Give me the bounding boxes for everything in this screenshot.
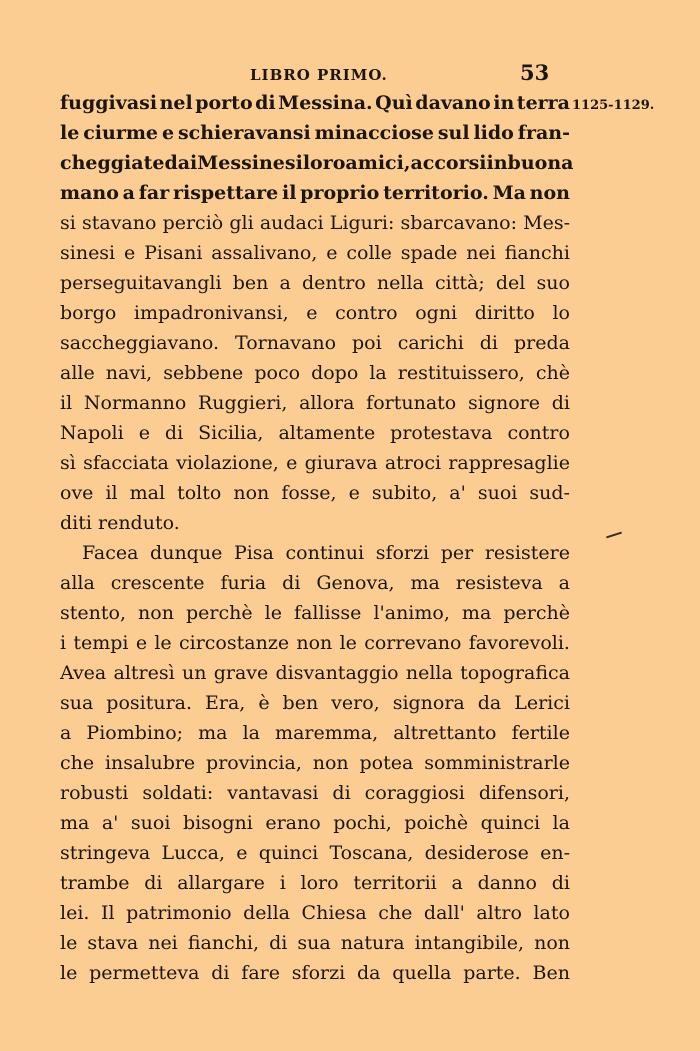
word: Lucca, xyxy=(161,842,226,864)
word: le xyxy=(339,632,357,654)
text-line xyxy=(60,508,570,538)
word: a xyxy=(122,182,135,204)
word: atroci xyxy=(384,452,442,474)
word: subito, xyxy=(371,482,438,504)
word: di xyxy=(551,392,570,414)
word: nella xyxy=(376,272,424,294)
word: resistere xyxy=(484,542,570,564)
text-line xyxy=(60,328,570,358)
word: un xyxy=(181,662,207,684)
word: disvantaggio xyxy=(275,662,399,684)
word: poichè xyxy=(404,812,469,834)
word: diti renduto. xyxy=(60,512,180,534)
text-line xyxy=(60,298,570,328)
word: fare xyxy=(241,962,280,984)
word: stringeva xyxy=(60,842,151,864)
word: Facea xyxy=(82,542,139,564)
word: di xyxy=(164,422,184,444)
word: crescente xyxy=(110,572,205,594)
text-line xyxy=(60,748,570,778)
word: la xyxy=(242,722,260,744)
page-number: 53 xyxy=(520,60,550,85)
word: ove xyxy=(60,482,94,504)
word: rappresaglie xyxy=(448,452,570,474)
word: diritto xyxy=(474,302,535,324)
word: fallisse xyxy=(294,602,362,624)
word: robusti xyxy=(60,782,129,804)
word: cheggiate xyxy=(60,152,165,174)
word: Liguri: xyxy=(329,212,395,234)
word: ma xyxy=(410,572,440,594)
word: e xyxy=(326,242,338,264)
word: davano xyxy=(415,92,491,114)
word: suoi xyxy=(477,482,518,504)
word: di xyxy=(282,572,301,594)
word: quella xyxy=(392,962,452,984)
word: e xyxy=(135,632,148,654)
word: altro xyxy=(476,902,522,924)
word: insalubre xyxy=(104,752,196,774)
text-line xyxy=(60,448,570,478)
text-line xyxy=(60,928,570,958)
word: saccheggiavano. xyxy=(60,332,220,354)
word: fianchi, xyxy=(187,932,260,954)
word: vero, xyxy=(331,692,380,714)
word: altresì xyxy=(113,662,175,684)
word: Messina. xyxy=(278,92,373,114)
word: Toscana, xyxy=(329,842,414,864)
word: spade xyxy=(400,242,458,264)
word: il xyxy=(60,392,73,414)
text-line xyxy=(60,178,570,208)
word: continui xyxy=(285,542,365,564)
word: chè xyxy=(535,362,570,384)
word: in xyxy=(486,152,508,174)
word: la xyxy=(552,812,570,834)
word: positura. xyxy=(106,692,193,714)
word: permetteva xyxy=(89,962,200,984)
word: da xyxy=(356,962,381,984)
word: di xyxy=(144,872,163,894)
word: soldati: xyxy=(142,782,214,804)
word: maremma, xyxy=(275,722,379,744)
word: di xyxy=(255,92,276,114)
text-line xyxy=(60,628,570,658)
word: di xyxy=(551,872,570,894)
word: non xyxy=(296,632,333,654)
word: Piombino; xyxy=(86,722,184,744)
word: gli xyxy=(229,212,254,234)
text-line xyxy=(60,838,570,868)
word: stavano xyxy=(81,212,157,234)
text-line xyxy=(60,538,570,568)
word: ogni xyxy=(415,302,458,324)
text-line xyxy=(60,808,570,838)
word: Lerici xyxy=(514,692,570,714)
word: sud- xyxy=(529,482,570,504)
word: ma xyxy=(461,602,492,624)
word: l'animo, xyxy=(373,602,450,624)
word: Napoli xyxy=(60,422,124,444)
margin-date-note: 1125-1129. xyxy=(572,98,655,113)
word: difensori, xyxy=(478,782,570,804)
text-line xyxy=(60,238,570,268)
word: nei xyxy=(466,242,496,264)
word: buona xyxy=(507,152,574,174)
word: somministrarle xyxy=(424,752,570,774)
word: terra xyxy=(516,92,570,114)
word: minacciose xyxy=(314,122,434,144)
text-line xyxy=(60,268,570,298)
word: le xyxy=(60,122,80,144)
word: dai xyxy=(164,152,198,174)
word: loro xyxy=(300,872,339,894)
word: correvano xyxy=(364,632,462,654)
word: è xyxy=(258,692,270,714)
word: fran- xyxy=(517,122,570,144)
word: fortunato xyxy=(366,392,457,414)
text-line xyxy=(60,358,570,388)
text-line xyxy=(60,868,570,898)
word: ben xyxy=(282,692,319,714)
word: dentro xyxy=(301,272,366,294)
word: le xyxy=(154,632,172,654)
word: poco xyxy=(254,362,301,384)
word: poi xyxy=(352,332,382,354)
text-line xyxy=(60,688,570,718)
word: sforzi xyxy=(375,542,430,564)
word: fosse, xyxy=(281,482,337,504)
word: ma xyxy=(198,722,228,744)
word: giurava xyxy=(304,452,378,474)
word: i xyxy=(60,632,67,654)
word: borgo xyxy=(60,302,117,324)
word: patrimonio xyxy=(126,902,232,924)
word: stava xyxy=(87,932,139,954)
word: allora xyxy=(299,392,355,414)
word: rispettare xyxy=(172,182,279,204)
word: fianchi xyxy=(504,242,570,264)
word: sua xyxy=(60,692,94,714)
word: bisogni xyxy=(182,812,253,834)
text-line xyxy=(60,118,570,148)
word: ciurme xyxy=(83,122,159,144)
word: Tornavano xyxy=(235,332,337,354)
word: lato xyxy=(533,902,570,924)
word: danno xyxy=(477,872,537,894)
word: non xyxy=(138,602,174,624)
word: mal xyxy=(129,482,166,504)
word: le xyxy=(60,962,78,984)
word: Sicilia, xyxy=(198,422,264,444)
word: il xyxy=(281,182,297,204)
word: territorio. xyxy=(383,182,489,204)
word: perseguitavangli xyxy=(60,272,222,294)
word: non xyxy=(534,932,570,954)
text-line xyxy=(60,568,570,598)
text-line xyxy=(60,478,570,508)
word: alla xyxy=(60,572,95,594)
word: allargare xyxy=(177,872,265,894)
word: di xyxy=(211,962,230,984)
word: desiderose xyxy=(424,842,529,864)
text-line xyxy=(60,778,570,808)
word: si xyxy=(60,212,76,234)
word: le xyxy=(60,932,78,954)
word: vantavasi xyxy=(227,782,319,804)
word: altamente xyxy=(278,422,376,444)
word: Messinesi xyxy=(197,152,303,174)
word: della xyxy=(243,902,291,924)
word: le xyxy=(264,602,282,624)
word: perchè xyxy=(186,602,253,624)
word: suoi xyxy=(130,812,171,834)
word: impadronivansi, xyxy=(133,302,289,324)
word: sinesi xyxy=(60,242,116,264)
word: a xyxy=(279,272,291,294)
word: quinci xyxy=(480,812,541,834)
word: a' xyxy=(449,482,466,504)
word: lei. xyxy=(60,902,90,924)
word: e xyxy=(161,122,175,144)
word: dopo xyxy=(311,362,359,384)
text-line xyxy=(60,718,570,748)
text-line xyxy=(60,388,570,418)
word: dall' xyxy=(423,902,465,924)
word: grave xyxy=(213,662,269,684)
word: suo xyxy=(536,272,570,294)
word: a' xyxy=(101,812,119,834)
text-line xyxy=(60,598,570,628)
text-line xyxy=(60,958,570,988)
word: mano xyxy=(60,182,119,204)
word: assalivano, xyxy=(211,242,318,264)
word: far xyxy=(138,182,170,204)
word: signore xyxy=(467,392,540,414)
word: lido xyxy=(473,122,514,144)
word: che xyxy=(60,752,95,774)
word: in xyxy=(493,92,515,114)
word: città; xyxy=(435,272,485,294)
word: colle xyxy=(346,242,392,264)
word: accorsi xyxy=(410,152,487,174)
word: porto xyxy=(195,92,253,114)
word: sfacciata xyxy=(83,452,169,474)
word: intangibile, xyxy=(414,932,525,954)
word: sbarcavano: xyxy=(400,212,517,234)
word: i xyxy=(279,872,286,894)
word: nel xyxy=(159,92,193,114)
word: Avea xyxy=(60,662,107,684)
word: alle xyxy=(60,362,95,384)
word: perchè xyxy=(503,602,570,624)
word: e xyxy=(124,242,136,264)
word: parte. xyxy=(463,962,521,984)
word: Pisani xyxy=(144,242,203,264)
word: trambe xyxy=(60,872,130,894)
word: stento, xyxy=(60,602,126,624)
word: lo xyxy=(552,302,570,324)
word: loro xyxy=(302,152,346,174)
word: non xyxy=(312,752,349,774)
word: topografica xyxy=(460,662,570,684)
word: carichi xyxy=(397,332,464,354)
word: a xyxy=(451,872,463,894)
text-line xyxy=(60,208,570,238)
word: Normanno xyxy=(83,392,187,414)
word: tempi xyxy=(73,632,129,654)
word: contro xyxy=(335,302,398,324)
word: e xyxy=(348,482,360,504)
word: nei xyxy=(148,932,178,954)
word: sì xyxy=(60,452,76,474)
word: contro xyxy=(507,422,570,444)
word: a xyxy=(558,572,570,594)
word: Il xyxy=(100,902,115,924)
word: del xyxy=(495,272,526,294)
word: quinci xyxy=(258,842,319,864)
word: provincia, xyxy=(206,752,302,774)
word: sforzi xyxy=(291,962,346,984)
word: di xyxy=(479,332,499,354)
word: e xyxy=(138,422,150,444)
word: en- xyxy=(540,842,570,864)
word: altrettanto xyxy=(393,722,497,744)
word: fertile xyxy=(511,722,570,744)
word: di xyxy=(332,782,351,804)
word: fuggivasi xyxy=(60,92,158,114)
text-line xyxy=(60,88,570,118)
word: per xyxy=(440,542,474,564)
word: di xyxy=(269,932,288,954)
stray-ink-mark xyxy=(606,532,622,539)
word: Era, xyxy=(205,692,246,714)
word: ben xyxy=(232,272,269,294)
word: perciò xyxy=(162,212,224,234)
word: circostanze xyxy=(178,632,290,654)
word: e xyxy=(306,302,318,324)
word: restituissero, xyxy=(397,362,525,384)
word: preda xyxy=(514,332,570,354)
word: natura xyxy=(340,932,405,954)
word: furia xyxy=(220,572,267,594)
word: e xyxy=(236,842,248,864)
word: Ben xyxy=(532,962,570,984)
word: ma xyxy=(60,812,90,834)
word: dunque xyxy=(150,542,223,564)
word: proprio xyxy=(300,182,380,204)
word: non xyxy=(529,182,570,204)
body-text xyxy=(60,88,574,988)
word: da xyxy=(477,692,502,714)
word: a xyxy=(60,722,72,744)
word: favorevoli. xyxy=(468,632,570,654)
word: sua xyxy=(297,932,331,954)
word: coraggiosi xyxy=(364,782,465,804)
word: la xyxy=(369,362,387,384)
running-title: LIBRO PRIMO. xyxy=(250,66,388,84)
word: sul xyxy=(437,122,470,144)
word: Chiesa xyxy=(301,902,367,924)
word: non xyxy=(233,482,270,504)
word: audaci xyxy=(259,212,324,234)
text-line xyxy=(60,658,570,688)
word: erano xyxy=(265,812,321,834)
word: potea xyxy=(359,752,414,774)
word: signora xyxy=(392,692,465,714)
word: il xyxy=(105,482,118,504)
word: sebbene xyxy=(163,362,244,384)
word: che xyxy=(378,902,413,924)
word: territorii xyxy=(353,872,437,894)
word: protestava xyxy=(390,422,493,444)
word: nella xyxy=(405,662,453,684)
word: violazione, xyxy=(176,452,279,474)
running-header xyxy=(0,60,700,90)
word: navi, xyxy=(105,362,153,384)
text-line xyxy=(60,898,570,928)
word: e xyxy=(286,452,298,474)
word: Ruggieri, xyxy=(198,392,288,414)
word: Mes- xyxy=(523,212,570,234)
word: schieravansi xyxy=(177,122,311,144)
text-line xyxy=(60,148,574,178)
word: amici, xyxy=(345,152,411,174)
word: tolto xyxy=(177,482,222,504)
word: Pisa xyxy=(233,542,274,564)
text-line xyxy=(60,418,570,448)
word: Genova, xyxy=(316,572,395,594)
word: Ma xyxy=(492,182,526,204)
word: Quì xyxy=(375,92,413,114)
word: resisteva xyxy=(455,572,543,594)
word: pochi, xyxy=(333,812,392,834)
